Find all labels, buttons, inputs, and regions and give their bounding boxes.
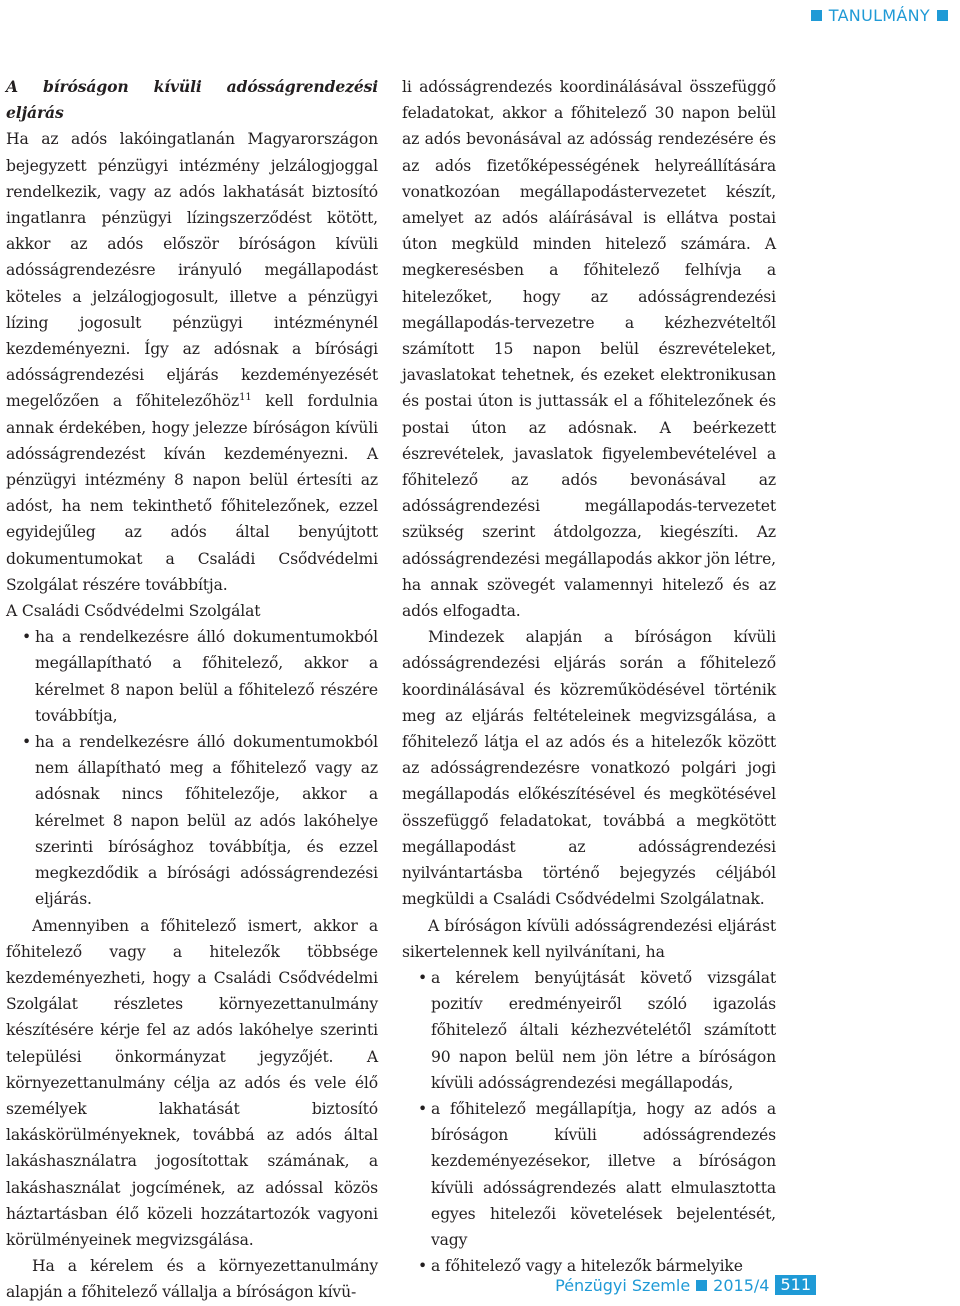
section-header xyxy=(811,6,948,25)
list-item: • a kérelem benyújtását követő vizsgálat pozitív eredményeiről szóló igazolás főhitelező általi kézhezvételétől számított 90 napon belül nem jön létre a bíróságon kívüli adósságrendezési megállapodás, xyxy=(402,965,776,1096)
square-bullet-icon xyxy=(811,10,822,21)
right-column xyxy=(402,74,776,1279)
paragraph: li adósságrendezés koordinálásával összefüggő feladatokat, akkor a főhitelező 30 napon belül az adós bevonásával az adósság rendezésére és az adós fizetőképességének helyreállítására vonatkozóan megállapodástervezetet készít, amelyet az adós aláírásával is ellátva postai úton megküld minden hitelező számára. A megkeresésben a főhitelező felhívja a hitelezőket, hogy az adósságrendezési megállapodás-tervezetre a kézhezvételtől számított 15 napon belül észrevételeket, javaslatokat tehetnek, és ezeket elektronikusan és postai úton is juttassák el a főhitelezőnek és postai úton az adósnak. A beérkezett észrevételek, javaslatok figyelembevételével a főhitelező az adós bevonásával az adósságrendezési megállapodás-tervezetet szükség szerint átdolgozza, kiegészíti. Az adósságrendezési megállapodás akkor jön létre, ha annak szövegét valamennyi hitelező és az adós elfogadta. xyxy=(402,78,776,621)
page-number: 511 xyxy=(775,1275,816,1295)
section-label: TANULMÁNY xyxy=(828,6,930,25)
list-item: • ha a rendelkezésre álló dokumentumokból megállapítható a főhitelező, akkor a kérelmet 8 napon belül a főhitelező részére továbbítja, xyxy=(6,624,378,729)
list-item: • a főhitelező vagy a hitelezők bármelyike xyxy=(402,1253,776,1279)
paragraph xyxy=(6,126,378,598)
left-column xyxy=(6,74,378,1306)
square-bullet-icon xyxy=(696,1280,707,1291)
paragraph: Ha a kérelem és a környezettanulmány alapján a főhitelező vállalja a bíróságon kívü- xyxy=(6,1257,378,1302)
square-bullet-icon xyxy=(937,10,948,21)
paragraph-text: kell fordulnia annak érdekében, hogy jelezze bíróságon kívüli adósságrendezést kíván kezdeményezni. A pénzügyi intézmény 8 napon belül értesíti az adóst, ha nem tekinthető főhitelezőnek, ezzel egyidejűleg az adós által benyújtott dokumentumokat a Családi Csődvédelmi Szolgálat részére továbbítja. xyxy=(6,392,378,594)
paragraph: Mindezek alapján a bíróságon kívüli adósságrendezési eljárás során a főhitelező koordinálásával és közreműködésével történik meg az eljárás feltételeinek megvizsgálása, a főhitelező látja el az adós és a hitelezők között az adósságrendezésre vonatkozó polgári jogi megállapodás előkészítésével és megkötésével összefüggő feladatokat, továbbá a megkötött megállapodást az adósságrendezési nyilvántartásba történő bejegyzés céljából megküldi a Családi Csődvédelmi Szolgálatnak. xyxy=(402,628,776,909)
paragraph-text: Ha az adós lakóingatlanán Magyarországon bejegyzett pénzügyi intézmény jelzálogjoggal rendelkezik, vagy az adós lakhatását biztosító ingatlanra pénzügyi lízingszerződést kötött, akkor az adós először bíróságon kívüli adósságrendezésre irányuló megállapodást köteles a jelzálogjogosult, illetve a pénzügyi lízing jogosult pénzügyi intézménynél kezdeményezni. Így az adósnak a bírósági adósságrendezési eljárás kezdeményezését megelőzően a főhitelezőhöz xyxy=(6,130,378,411)
journal-title: Pénzügyi Szemle xyxy=(555,1275,691,1295)
page-footer xyxy=(555,1275,816,1295)
paragraph: A bíróságon kívüli adósságrendezési eljárást sikertelennek kell nyilvánítani, ha xyxy=(402,916,776,961)
section-title: A bíróságon kívüli adósságrendezési eljárás xyxy=(6,77,378,123)
bullet-list xyxy=(402,965,776,1279)
paragraph: A Családi Csődvédelmi Szolgálat xyxy=(6,602,261,621)
footnote-marker[interactable]: 11 xyxy=(239,392,252,404)
list-item: • ha a rendelkezésre álló dokumentumokból nem állapítható meg a főhitelező vagy az adósnak nincs főhitelezője, akkor a kérelmet 8 napon belül az adós lakóhelye szerinti bírósághoz továbbítja, és ezzel megkezdődik a bírósági adósságrendezési eljárás. xyxy=(6,729,378,912)
list-item: • a főhitelező megállapítja, hogy az adós a bíróságon kívüli adósságrendezés kezdeményezésekor, illetve a bíróságon kívüli adósságrendezés alatt elmulasztotta egyes hitelezői követelések bejelentését, vagy xyxy=(402,1096,776,1253)
issue-number: 2015/4 xyxy=(713,1275,770,1295)
paragraph: Amennyiben a főhitelező ismert, akkor a főhitelező vagy a hitelezők többsége kezdeményezheti, hogy a Családi Csődvédelmi Szolgálat részletes környezettanulmány készítésére kérje fel az adós lakóhelye szerinti települési önkormányzat jegyzőjét. A környezettanulmány célja az adós és vele élő személyek lakhatását biztosító lakáskörülményeknek, továbbá az adós által lakáshasználatra jogosítottak számának, a lakáshasználat jogcímének, az adóssal közös háztartásban élő közeli hozzátartozók vagyoni körülményeinek megvizsgálása. xyxy=(6,916,378,1249)
bullet-list xyxy=(6,624,378,912)
